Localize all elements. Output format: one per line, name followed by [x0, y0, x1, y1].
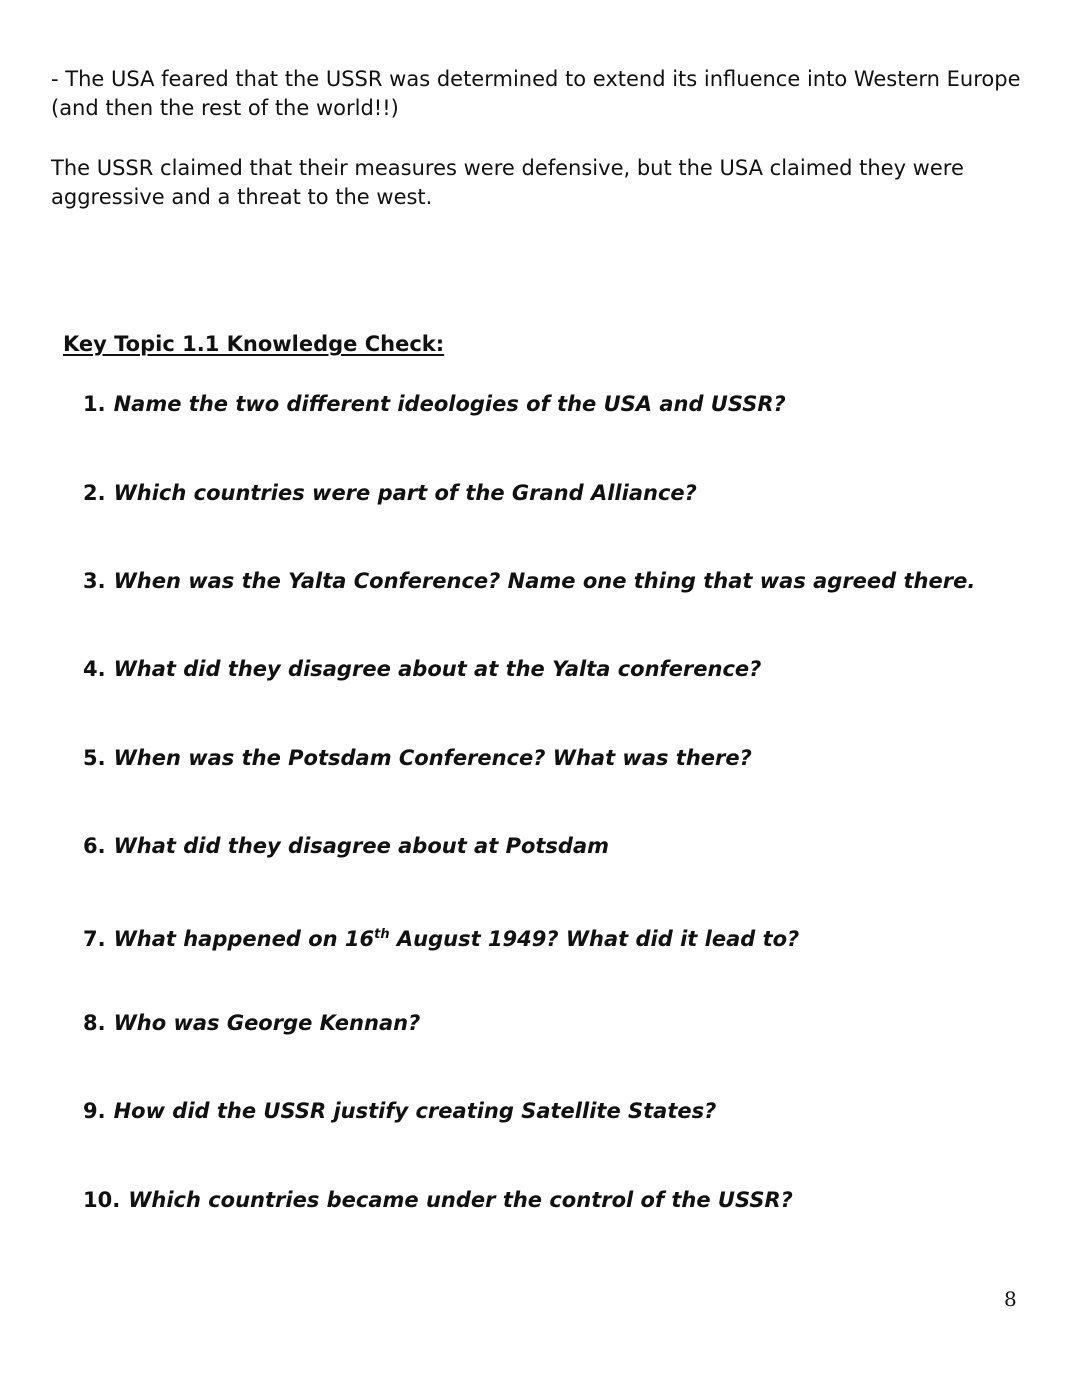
- question-1: 1. Name the two different ideologies of the USA and USSR?: [83, 392, 786, 416]
- question-text: When was the Potsdam Conference? What was there?: [113, 746, 752, 770]
- question-text: Which countries became under the control of the USSR?: [128, 1188, 793, 1212]
- question-text: Name the two different ideologies of the USA and USSR?: [113, 392, 786, 416]
- question-text: What did they disagree about at Potsdam: [113, 834, 610, 858]
- question-text: When was the Yalta Conference? Name one thing that was agreed there.: [113, 569, 976, 593]
- question-3: 3. When was the Yalta Conference? Name one thing that was agreed there.: [83, 569, 976, 593]
- intro-paragraph-ussr-claim: The USSR claimed that their measures were defensive, but the USA claimed they were aggressive and a threat to the west.: [51, 156, 964, 209]
- page-number: 8: [1004, 1287, 1017, 1311]
- question-text: How did the USSR justify creating Satellite States?: [113, 1099, 717, 1123]
- question-5: 5. When was the Potsdam Conference? What was there?: [83, 746, 752, 770]
- knowledge-check-heading: Key Topic 1.1 Knowledge Check:: [63, 332, 445, 356]
- question-text: Who was George Kennan?: [113, 1011, 421, 1035]
- question-10: 10. Which countries became under the control of the USSR?: [83, 1188, 793, 1212]
- question-text: What did they disagree about at the Yalta conference?: [113, 657, 762, 681]
- question-7: 7. What happened on 16th August 1949? What did it lead to?: [83, 927, 800, 951]
- question-8: 8. Who was George Kennan?: [83, 1011, 421, 1035]
- question-9: 9. How did the USSR justify creating Satellite States?: [83, 1099, 717, 1123]
- question-6: 6. What did they disagree about at Potsdam: [83, 834, 610, 858]
- question-4: 4. What did they disagree about at the Yalta conference?: [83, 657, 762, 681]
- intro-paragraph-usa-fear: - The USA feared that the USSR was determined to extend its influence into Western Europe (and then the rest of the world!!): [51, 67, 1021, 120]
- question-text: Which countries were part of the Grand Alliance?: [113, 481, 697, 505]
- question-2: 2. Which countries were part of the Grand Alliance?: [83, 481, 697, 505]
- ordinal-suffix: th: [374, 927, 390, 942]
- question-text: What happened on 16th August 1949? What did it lead to?: [113, 927, 800, 951]
